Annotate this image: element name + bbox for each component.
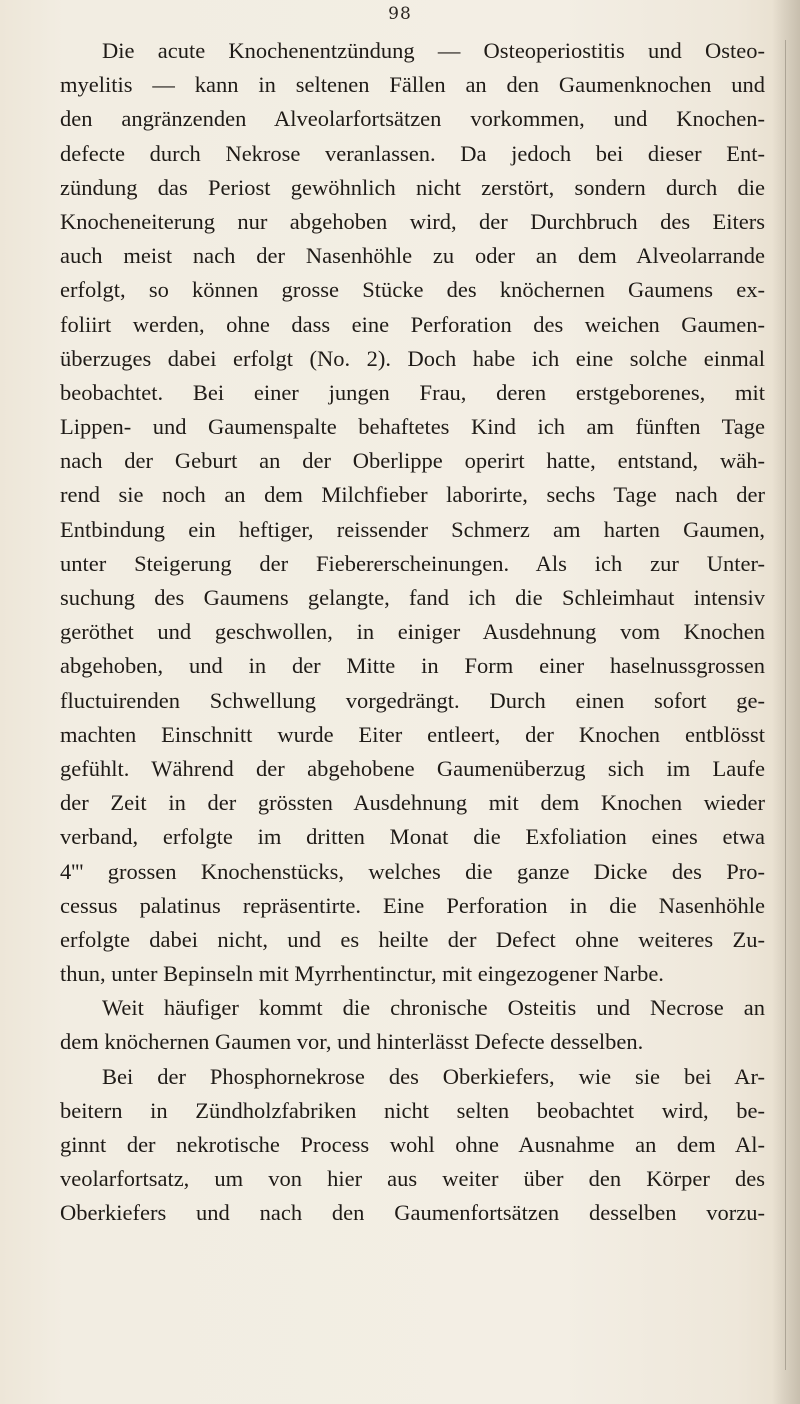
text-line: Entbindung ein heftiger, reissender Schmerz am harten Gaumen, [60,516,765,542]
text-line: cessus palatinus repräsentirte. Eine Perforation in die Nasenhöhle [60,892,765,918]
body-text [60,34,765,1231]
text-line: Bei der Phosphornekrose des Oberkiefers, wie sie bei Ar- [102,1063,765,1089]
text-line: fluctuirenden Schwellung vorgedrängt. Durch einen sofort ge- [60,687,765,713]
page-number: 98 [388,4,412,24]
text-line: ginnt der nekrotische Process wohl ohne Ausnahme an dem Al- [60,1132,765,1157]
page-edge-line [785,40,786,1370]
text-line: auch meist nach der Nasenhöhle zu oder an dem Alveolarrande [60,243,765,269]
text-line: suchung des Gaumens gelangte, fand ich die Schleimhaut intensiv [60,585,765,610]
text-line: gefühlt. Während der abgehobene Gaumenüberzug sich im Laufe [60,755,765,781]
text-line: zündung das Periost gewöhnlich nicht zerstört, sondern durch die [60,174,765,200]
text-line: Lippen- und Gaumenspalte behaftetes Kind ich am fünften Tage [60,414,765,440]
text-line: Weit häufiger kommt die chronische Osteitis und Necrose an [102,995,765,1021]
text-line: Die acute Knochenentzündung — Osteoperiostitis und Osteo- [102,38,765,63]
text-line: erfolgt, so können grosse Stücke des knöchernen Gaumens ex- [60,277,765,303]
text-line: Oberkiefers und nach den Gaumenfortsätzen desselben vorzu- [60,1200,765,1226]
text-line: Knocheneiterung nur abgehoben wird, der Durchbruch des Eiters [60,208,765,234]
text-line: myelitis — kann in seltenen Fällen an den Gaumenknochen und [60,72,765,98]
text-line: geröthet und geschwollen, in einiger Ausdehnung vom Knochen [60,619,765,645]
text-line: beitern in Zündholzfabriken nicht selten beobachtet wird, be- [60,1097,765,1123]
text-line: thun, unter Bepinseln mit Myrrhentinctur, mit eingezogener Narbe. [60,961,664,987]
text-line: rend sie noch an dem Milchfieber laborirte, sechs Tage nach der [60,482,765,508]
text-line: veolarfortsatz, um von hier aus weiter über den Körper des [60,1166,765,1192]
text-line: foliirt werden, ohne dass eine Perforation des weichen Gaumen- [60,311,765,337]
text-line: überzuges dabei erfolgt (No. 2). Doch habe ich eine solche einmal [60,345,765,371]
text-line: defecte durch Nekrose veranlassen. Da jedoch bei dieser Ent- [60,140,765,166]
text-line: 4''' grossen Knochenstücks, welches die ganze Dicke des Pro- [60,858,765,884]
text-line: erfolgte dabei nicht, und es heilte der Defect ohne weiteres Zu- [60,926,765,952]
text-line: abgehoben, und in der Mitte in Form einer haselnussgrossen [60,653,765,679]
text-line: unter Steigerung der Fiebererscheinungen. Als ich zur Unter- [60,550,765,576]
page-gutter-shadow [772,0,800,1404]
text-line: dem knöchernen Gaumen vor, und hinterlässt Defecte desselben. [60,1029,644,1055]
text-line: verband, erfolgte im dritten Monat die Exfoliation eines etwa [60,824,765,850]
text-line: machten Einschnitt wurde Eiter entleert, der Knochen entblösst [60,721,765,747]
text-line: den angränzenden Alveolarfortsätzen vorkommen, und Knochen- [60,106,765,132]
text-line: beobachtet. Bei einer jungen Frau, deren erstgeborenes, mit [60,379,765,405]
text-line: der Zeit in der grössten Ausdehnung mit dem Knochen wieder [60,790,765,816]
text-line: nach der Geburt an der Oberlippe operirt hatte, entstand, wäh- [60,448,765,474]
